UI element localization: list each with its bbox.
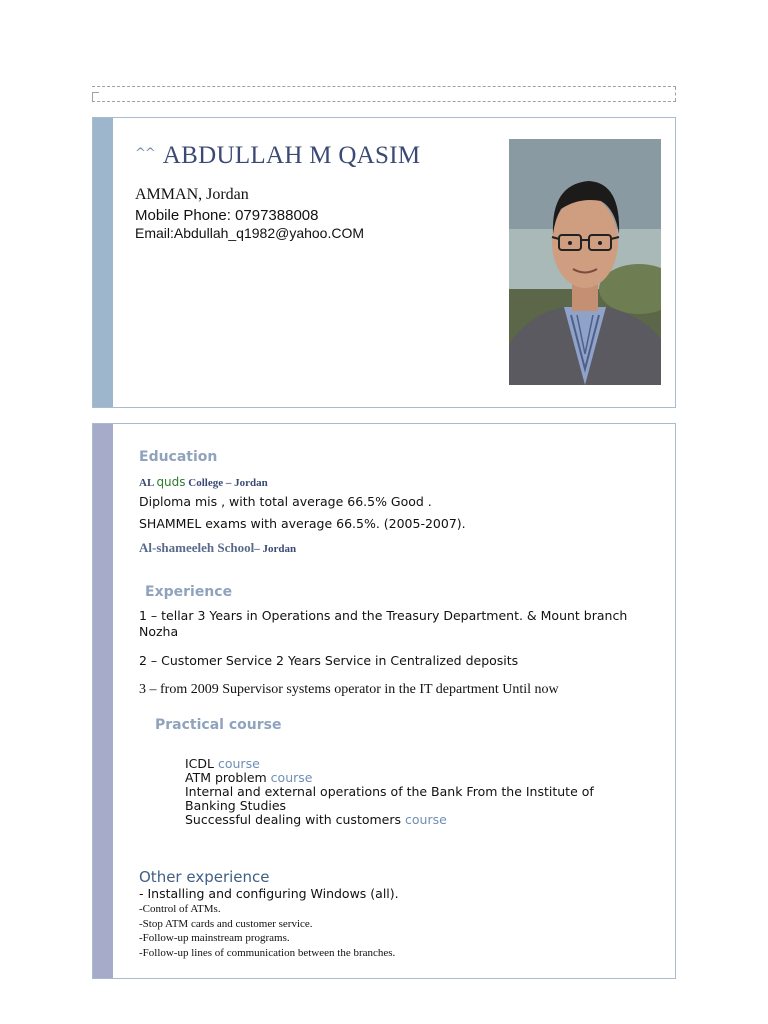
practical-course-title: Practical course bbox=[155, 717, 282, 733]
name-row bbox=[135, 142, 420, 170]
college-prefix: AL bbox=[139, 477, 157, 489]
header-card bbox=[92, 117, 676, 408]
experience-item-2: 2 – Customer Service 2 Years Service in Centralized deposits bbox=[139, 653, 519, 668]
college-suffix: College – Jordan bbox=[185, 477, 268, 489]
education-shammel: SHAMMEL exams with average 66.5%. (2005-2007). bbox=[139, 516, 466, 531]
school-name: Al-shameeleh School bbox=[139, 540, 255, 555]
education-school bbox=[139, 540, 296, 556]
course-item: Internal and external operations of the Bank From the Institute of Banking Studies bbox=[185, 784, 594, 813]
experience-title: Experience bbox=[145, 584, 233, 600]
header-accent-bar bbox=[93, 118, 113, 407]
education-college bbox=[139, 475, 268, 489]
course-item: Successful dealing with customers course bbox=[185, 812, 447, 827]
other-experience-first: - Installing and configuring Windows (all). bbox=[139, 886, 399, 901]
list-item: -Stop ATM cards and customer service. bbox=[139, 917, 313, 930]
candidate-email: Email:Abdullah_q1982@yahoo.COM bbox=[135, 225, 365, 241]
education-diploma: Diploma mis , with total average 66.5% Good . bbox=[139, 494, 432, 509]
education-title: Education bbox=[139, 449, 218, 465]
other-experience-list bbox=[139, 902, 395, 960]
college-quds: quds bbox=[156, 475, 186, 489]
experience-item-1: 1 – tellar 3 Years in Operations and the Treasury Department. & Mount branch Nozha bbox=[139, 608, 628, 639]
candidate-phone: Mobile Phone: 0797388008 bbox=[135, 207, 319, 224]
school-suffix: – Jordan bbox=[254, 543, 297, 555]
practical-course-list bbox=[185, 757, 645, 827]
candidate-name: ABDULLAH M QASIM bbox=[162, 142, 421, 169]
list-item: -Follow-up mainstream programs. bbox=[139, 932, 290, 944]
profile-photo bbox=[509, 139, 661, 385]
list-item: -Follow-up lines of communication between the branches. bbox=[139, 946, 396, 959]
decorative-dashed-strip bbox=[92, 86, 676, 102]
candidate-city: AMMAN, Jordan bbox=[135, 186, 249, 203]
other-experience-title: Other experience bbox=[139, 868, 270, 886]
experience-item-3: 3 – from 2009 Supervisor systems operator in the IT department Until now bbox=[139, 682, 559, 697]
decorative-caret-icon: ^^ bbox=[135, 146, 155, 161]
profile-photo-illustration bbox=[509, 139, 661, 385]
course-item: ATM problem course bbox=[185, 770, 313, 785]
course-item: ICDL course bbox=[185, 756, 260, 771]
details-card bbox=[92, 423, 676, 979]
list-item: -Control of ATMs. bbox=[139, 903, 221, 915]
details-accent-bar bbox=[93, 424, 113, 978]
